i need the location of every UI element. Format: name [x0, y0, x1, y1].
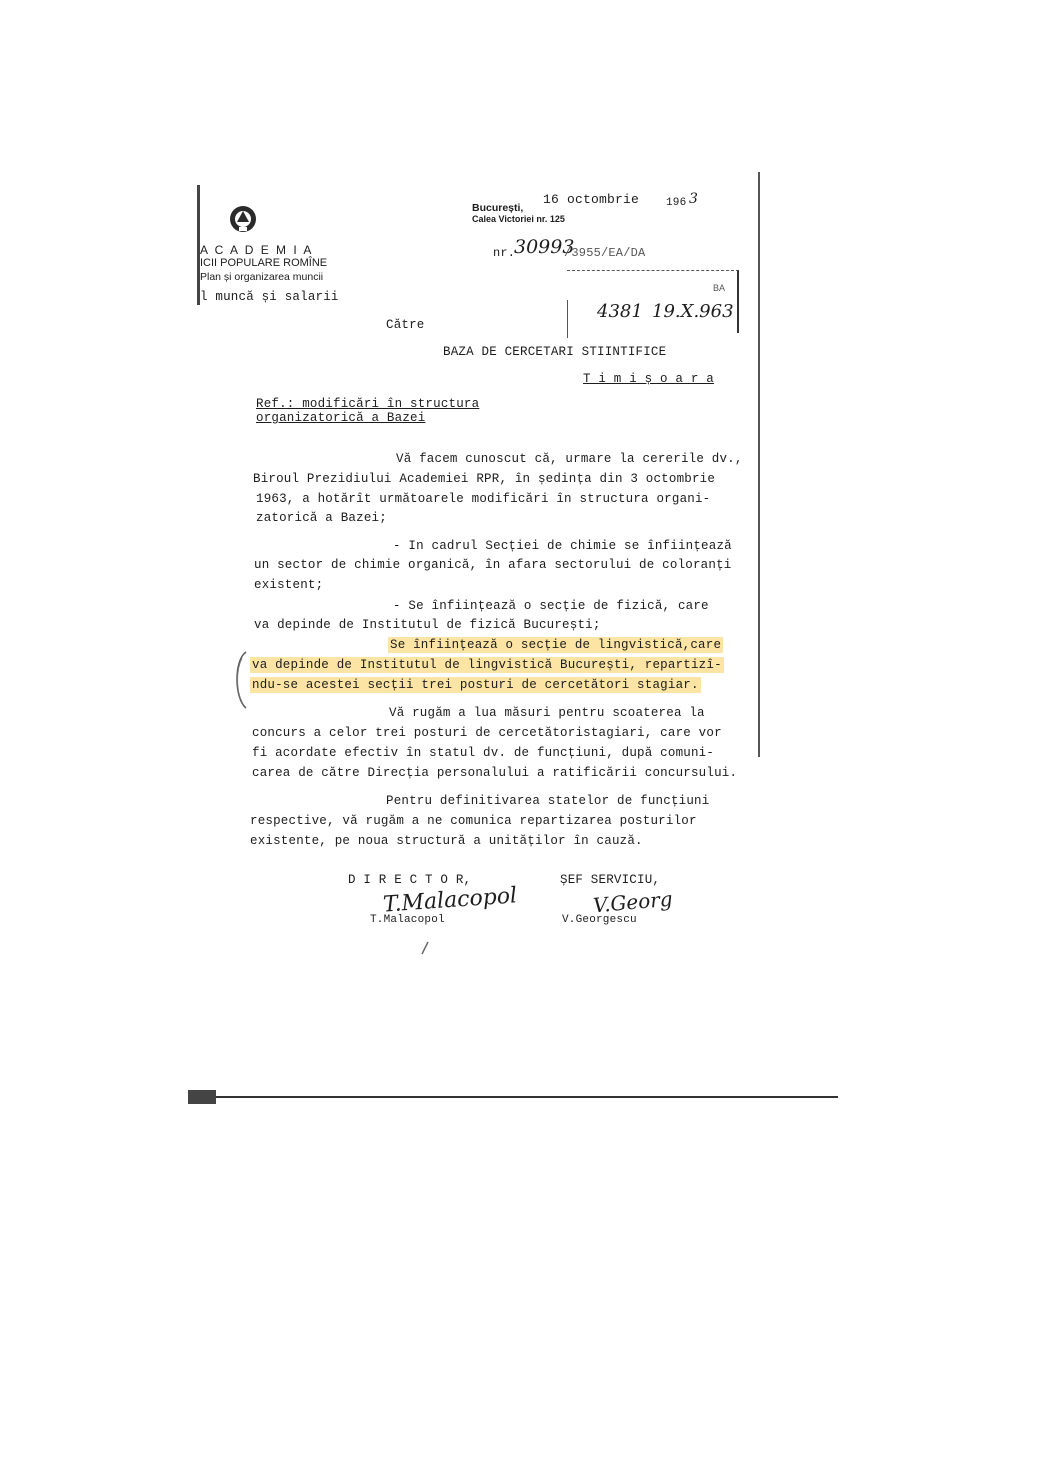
header-date: 16 octombrie	[543, 192, 640, 207]
letterhead-line1: A C A D E M I A	[200, 243, 314, 257]
p1-line3: 1963, a hotărît următoarele modificări în structura organi-	[256, 492, 711, 506]
emblem-icon	[228, 203, 258, 240]
p6-line2: respective, vă rugăm a ne comunica repartizarea posturilor	[250, 814, 697, 828]
header-year-prefix: 196	[666, 197, 687, 209]
incoming-stamp	[567, 270, 739, 333]
header-city: București,	[472, 202, 524, 214]
p4-line2: va depinde de Institutul de lingvistică București, repartizî-	[252, 658, 722, 672]
p5-line3: fi acordate efectiv în statul dv. de funcțiuni, după comuni-	[252, 746, 715, 760]
signature-left-name: T.Malacopol	[370, 914, 445, 926]
p3-line1: - Se înființează o secție de fizică, care	[393, 599, 709, 613]
p5-line4: carea de către Direcția personalului a ratificării concursului.	[252, 766, 738, 780]
reference-line1: Ref.: modificări în structura	[256, 397, 480, 411]
stamp-number: 4381	[597, 301, 643, 322]
header-street: Calea Victoriei nr. 125	[472, 214, 565, 224]
recipient-name: BAZA DE CERCETARI STIINTIFICE	[443, 345, 667, 359]
p6-line1: Pentru definitivarea statelor de funcțiuni	[386, 794, 710, 808]
ink-mark	[418, 940, 432, 961]
p1-line4: zatorică a Bazei;	[256, 511, 387, 525]
p5-line2: concurs a celor trei posturi de cercetătoristagiari, care vor	[252, 726, 722, 740]
signature-left-handwriting: T.Malacopol	[382, 883, 518, 918]
p1-line2: Biroul Prezidiului Academiei RPR, în ședința din 3 octombrie	[253, 472, 716, 486]
stamp-date: 19.X.963	[652, 301, 734, 322]
p4-line1: Se înființează o secție de lingvistică,care	[390, 638, 722, 652]
registration-handwritten: 30993	[514, 236, 575, 258]
p6-line3: existente, pe noua structură a unităților în cauză.	[250, 834, 643, 848]
signature-right-title: ȘEF SERVICIU,	[560, 873, 661, 887]
recipient-city: T i m i ș o a r a	[583, 372, 714, 386]
bottom-edge-line	[188, 1096, 838, 1098]
p1-line1: Vă facem cunoscut că, urmare la cererile dv.,	[396, 452, 743, 466]
p2-line2: un sector de chimie organică, în afara sectorului de coloranți	[254, 558, 732, 572]
registration-label: nr.	[493, 246, 516, 260]
p3-line2: va depinde de Institutul de fizică București;	[254, 618, 601, 632]
registration-typed: /3955/EA/DA	[564, 246, 646, 260]
margin-bracket-mark	[230, 650, 250, 715]
right-edge-line	[758, 172, 760, 757]
stamp-corner: BA	[713, 283, 726, 293]
p4-line3: ndu-se acestei secții trei posturi de cercetători stagiar.	[252, 678, 699, 692]
recipient-to: Către	[386, 318, 425, 332]
letterhead-line3: Plan și organizarea muncii	[200, 271, 324, 283]
p2-line1: - In cadrul Secției de chimie se înființează	[393, 539, 732, 553]
signature-right-handwriting: V.Georg	[592, 886, 674, 918]
stamp-left-tick	[567, 300, 568, 338]
signature-left-title: D I R E C T O R,	[348, 873, 472, 887]
reference-line2: organizatorică a Bazei	[256, 411, 426, 425]
letterhead-line2: ICII POPULARE ROMÎNE	[200, 257, 328, 269]
header-year-hand: 3	[689, 191, 698, 207]
letterhead-line4: l muncă și salarii	[200, 290, 339, 304]
p5-line1: Vă rugăm a lua măsuri pentru scoaterea la	[389, 706, 705, 720]
signature-right-name: V.Georgescu	[562, 914, 637, 926]
scan-smudge	[188, 1090, 216, 1104]
p2-line3: existent;	[254, 578, 324, 592]
